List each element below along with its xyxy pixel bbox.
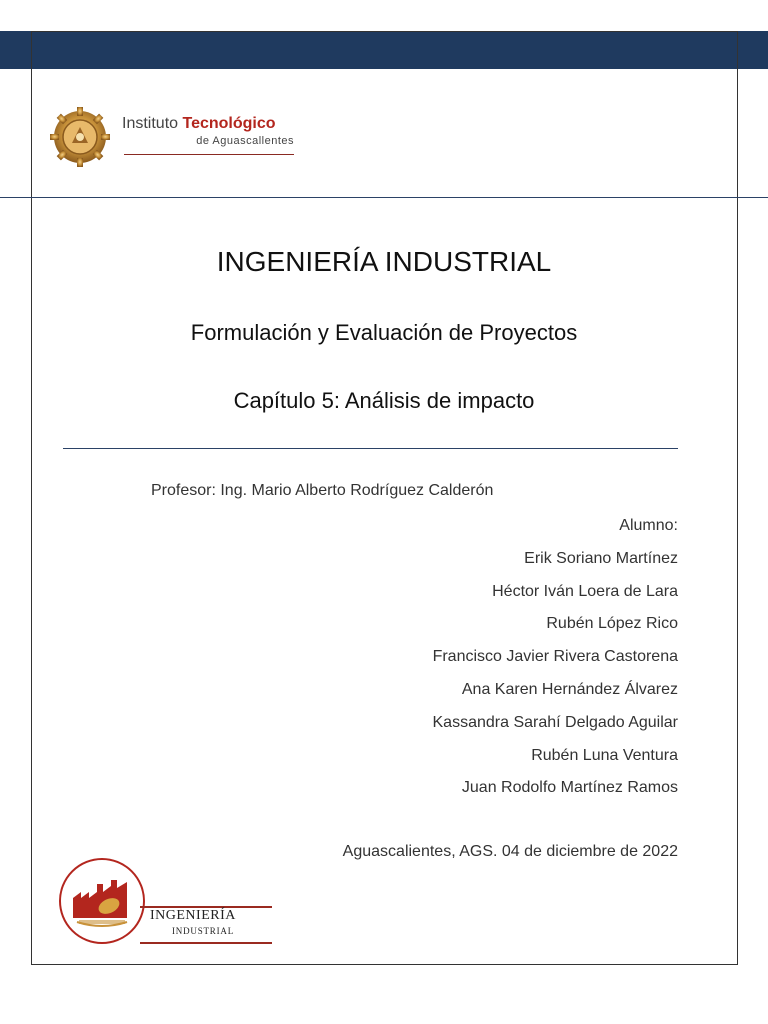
footer-logo-line1: INGENIERÍA [150,908,236,923]
student-name: Ana Karen Hernández Álvarez [461,680,678,698]
page-title: INGENIERÍA INDUSTRIAL [216,246,552,277]
student-name: Héctor Iván Loera de Lara [492,582,678,600]
students-label: Alumno: [619,517,678,534]
industrial-engineering-logo-icon [57,856,147,946]
institute-city: de Aguascallentes [196,135,294,147]
place-and-date: Aguascalientes, AGS. 04 de diciembre de 2022 [342,843,678,860]
students-list [433,515,679,810]
student-name: Kassandra Sarahí Delgado Aguilar [432,713,678,731]
footer-logo-rule-bottom [140,942,272,944]
institute-word-2: Tecnológico [182,115,276,132]
student-name: Juan Rodolfo Martínez Ramos [461,779,678,797]
institute-name [122,115,312,147]
student-name: Rubén López Rico [546,615,678,633]
course-name: Formulación y Evaluación de Proyectos [190,320,578,345]
footer-logo-line2: INDUSTRIAL [172,926,234,936]
institute-underline [124,154,294,155]
header-divider [0,197,768,198]
student-name: Rubén Luna Ventura [531,746,678,764]
student-name: Erik Soriano Martínez [524,549,678,567]
institute-seal-icon [48,105,112,169]
professor-line: Profesor: Ing. Mario Alberto Rodríguez Calderón [151,482,494,499]
student-name: Francisco Javier Rivera Castorena [432,648,678,666]
institute-word-1: Instituto [122,115,179,132]
section-divider [63,448,678,449]
chapter-title: Capítulo 5: Análisis de impacto [233,388,535,413]
footer-logo-text [150,908,236,936]
